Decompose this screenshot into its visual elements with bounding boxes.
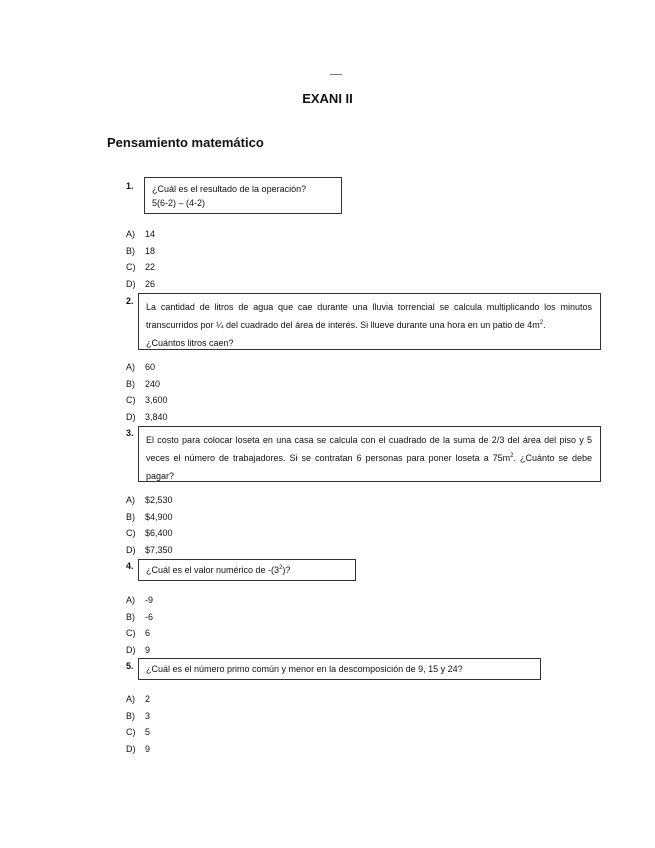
option-d[interactable]: D) 3,840 [126, 411, 168, 422]
question-text: ¿Cuál es el resultado de la operación? [152, 184, 307, 194]
option-b[interactable]: B) 18 [126, 245, 156, 256]
answer-options [126, 492, 173, 558]
option-b[interactable]: B) 240 [126, 378, 161, 389]
question-box [144, 177, 342, 214]
option-c[interactable]: C) 3,600 [126, 395, 168, 406]
option-d[interactable]: D) 9 [126, 644, 151, 655]
option-a[interactable]: A) $2,530 [126, 495, 173, 505]
option-d[interactable]: D) 26 [126, 278, 156, 289]
document-title: EXANI II [302, 91, 353, 106]
option-b[interactable]: B) $4,900 [126, 511, 173, 522]
header-rule [330, 74, 342, 75]
question-text: ¿Cuál es el número primo común y menor en la descomposición de 9, 15 y 24? [146, 664, 463, 674]
question-box [138, 559, 356, 581]
question-text: El costo para colocar loseta en una casa se calcula con el cuadrado de la suma de 2/3 del área del piso y 5 veces el número de trabajadores. Si se contratan 6 personas para poner loseta a $75m^2$. ¿Cuánto se debe pagar? [146, 435, 592, 481]
question-box [138, 426, 601, 482]
question-number: 5. [126, 661, 134, 671]
option-a[interactable]: A) 2 [126, 694, 151, 704]
option-b[interactable]: B) 3 [126, 710, 151, 721]
question-subtext: ¿Cuántos litros caen? [146, 338, 234, 348]
option-a[interactable]: A) -9 [126, 595, 154, 605]
question-number: 1. [126, 181, 134, 191]
option-c[interactable]: C) 6 [126, 628, 151, 639]
option-c[interactable]: C) $6,400 [126, 528, 173, 539]
question-number: 4. [126, 561, 134, 571]
question-expression: 5(6-2) – (4-2) [152, 198, 206, 208]
option-d[interactable]: D) 9 [126, 743, 151, 754]
option-d[interactable]: D) $7,350 [126, 544, 173, 555]
option-c[interactable]: C) 5 [126, 727, 151, 738]
question-number: 2. [126, 296, 134, 306]
answer-options [126, 592, 153, 658]
option-b[interactable]: B) -6 [126, 611, 154, 622]
question-number: 3. [126, 428, 134, 438]
question-box [138, 658, 541, 680]
option-a[interactable]: A) 60 [126, 362, 156, 372]
question-box [138, 293, 601, 350]
section-title: Pensamiento matemático [107, 135, 264, 150]
option-c[interactable]: C) 22 [126, 262, 156, 273]
answer-options [126, 359, 168, 425]
option-a[interactable]: A) 14 [126, 229, 156, 239]
answer-options [126, 226, 155, 292]
question-text: ¿Cuál es el valor numérico de $-(3^2)$? [146, 565, 291, 575]
question-text: La cantidad de litros de agua que cae durante una lluvia torrencial se calcula multiplicando los minutos transcurridos por ¼ del cuadrado del área de interés. Si llueve durante una hora en un patio de $4m^2$. [146, 302, 592, 330]
answer-options [126, 691, 150, 757]
